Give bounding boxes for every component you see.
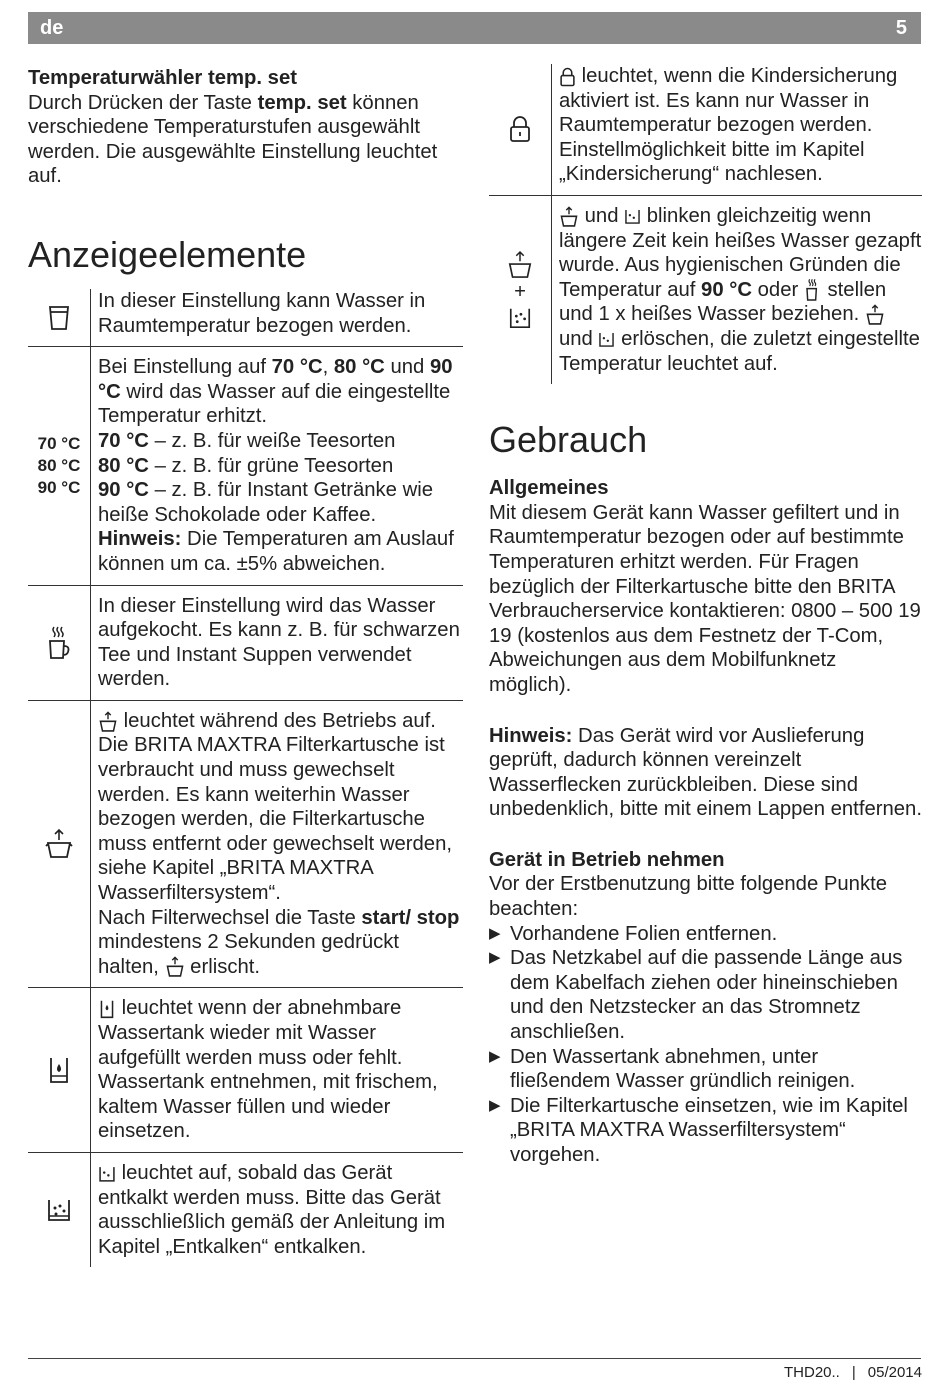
- filter-icon: [165, 956, 185, 978]
- table-row: [28, 289, 463, 347]
- row-tank: leuchtet wenn der abnehmbare Wassertank wieder mit Wasser aufgefüllt werden muss oder fehlt. Wassertank entnehmen, mit frischem, kaltem Wasser füllen und wieder einsetzen.: [91, 988, 464, 1153]
- filter-icon: [865, 304, 885, 326]
- row-room-temp: In dieser Einstellung kann Wasser in Raumtemperatur bezogen werden.: [91, 289, 464, 347]
- language-code: de: [40, 17, 64, 39]
- list-item: ▶ Die Filterkartusche einsetzen, wie im Kapitel „BRITA MAXTRA Wasserfiltersystem“ vorgehen.: [489, 1094, 922, 1168]
- header-bar: [28, 12, 921, 44]
- display-elements-table: [28, 289, 463, 1267]
- descale-icon: [98, 1165, 116, 1183]
- general-text: Mit diesem Gerät kann Wasser gefiltert und in Raumtemperatur bezogen oder auf bestimmte Temperaturen erhitzt werden. Für Fragen bezüglich der Filterkartusche bitte den BRITA Verbraucherservice kontaktieren: 0800 – 500 19 19 (kostenlos aus dem Festnetz der T-Com, Abweichungen aus dem Mobilfunknetz möglich).: [489, 501, 921, 696]
- left-column: [28, 66, 463, 1267]
- table-row: [28, 988, 463, 1153]
- table-row: [28, 585, 463, 700]
- display-elements-table-cont: [489, 64, 922, 384]
- tank-icon: [98, 999, 116, 1019]
- display-elements-heading: Anzeigeelemente: [28, 233, 307, 275]
- list-item: ▶ Vorhandene Folien entfernen.: [489, 922, 922, 947]
- descale-icon: [598, 331, 615, 348]
- descale-icon: [46, 1197, 72, 1223]
- glass-icon: [48, 304, 70, 332]
- descale-icon: [624, 208, 641, 225]
- footer-date: 05/2014: [867, 1364, 922, 1381]
- startup-heading: Gerät in Betrieb nehmen: [489, 848, 725, 871]
- general-heading: Allgemeines: [489, 477, 609, 500]
- row-lock: leuchtet, wenn die Kindersicherung aktiviert ist. Es kann nur Wasser in Raumtemperatur bezogen werden. Einstellmöglichkeit bitte im Kapitel „Kindersicherung“ nachlesen.: [552, 64, 923, 195]
- descale-icon: [508, 306, 532, 330]
- row-temperatures: Bei Einstellung auf 70 °C, 80 °C und 90 °C wird das Wasser auf die eingestellte Temperatur erhitzt. 70 °C – z. B. für weiße Teesorten 80 °C – z. B. für grüne Teesorten 90 °C – z. B. für Instant Getränke wie heiße Schokolade oder Kaffee. Hinweis: Die Temperaturen am Auslauf können um ca. ±5% abweichen.: [91, 347, 464, 585]
- right-column: [489, 64, 922, 1168]
- lock-icon: [508, 115, 532, 143]
- cup-steam-icon: [46, 625, 72, 661]
- temperature-labels: 70 °C 80 °C 90 °C: [37, 433, 81, 497]
- list-item: ▶ Das Netzkabel auf die passende Länge aus dem Kabelfach ziehen oder hineinschieben und den Netzstecker an das Stromnetz anschließen.: [489, 946, 922, 1044]
- note-text: Hinweis: Das Gerät wird vor Auslieferung geprüft, dadurch können vereinzelt Wasserflecken zurückbleiben. Diese sind unbedenklich, bitte mit einem Lappen entfernen.: [489, 724, 922, 821]
- row-boil: In dieser Einstellung wird das Wasser aufgekocht. Es kann z. B. für schwarzen Tee und Instant Suppen verwendet werden.: [91, 585, 464, 700]
- footer-model: THD20..: [784, 1364, 840, 1381]
- footer: [784, 1364, 922, 1381]
- temp-selector-text: Durch Drücken der Taste temp. set können verschiedene Temperaturstufen ausgewählt werden. Die ausgewählte Einstellung leuchtet auf.: [28, 91, 438, 188]
- cup-steam-icon: [804, 278, 822, 302]
- row-filter: leuchtet während des Betriebs auf. Die BRITA MAXTRA Filterkartusche ist verbraucht und muss gewechselt werden. Es kann weiterhin Wasser bezogen werden, die Filterkartusche muss entfernt oder gewechselt werden, siehe Kapitel „BRITA MAXTRA Wasserfiltersystem“. Nach Filterwechsel die Taste start/ stop mindestens 2 Sekunden gedrückt halten, erlischt.: [91, 700, 464, 988]
- footer-separator: |: [851, 1364, 856, 1381]
- table-row: [489, 64, 922, 195]
- lock-icon: [559, 67, 576, 87]
- tank-icon: [46, 1056, 72, 1084]
- row-blink: und blinken gleichzeitig wenn längere Zeit kein heißes Wasser gezapft wurde. Aus hygienischen Gründen die Temperatur auf 90 °C oder stellen und 1 x heißes Wasser beziehen. und erlöschen, die zuletzt eingestellte Temperatur leuchtet auf.: [559, 204, 922, 375]
- plus-sign: +: [514, 281, 526, 304]
- table-row: [28, 347, 463, 585]
- page-number: 5: [895, 17, 907, 39]
- use-heading: Gebrauch: [489, 419, 648, 461]
- filter-icon: [98, 711, 118, 733]
- filter-icon: [45, 828, 73, 860]
- startup-intro: Vor der Erstbenutzung bitte folgende Punkte beachten:: [489, 873, 888, 921]
- footer-divider: [28, 1358, 921, 1359]
- startup-steps: [489, 922, 922, 1168]
- blink-icon-group: [489, 250, 551, 329]
- filter-icon: [559, 206, 579, 228]
- temp-selector-heading: Temperaturwähler temp. set: [28, 67, 297, 89]
- row-descale: leuchtet auf, sobald das Gerät entkalkt werden muss. Bitte das Gerät ausschließlich gemäß der Anleitung im Kapitel „Entkalken“ entkalken.: [98, 1161, 446, 1258]
- table-row: [28, 1152, 463, 1267]
- list-item: ▶ Den Wassertank abnehmen, unter fließendem Wasser gründlich reinigen.: [489, 1045, 922, 1094]
- table-row: [28, 700, 463, 988]
- filter-icon: [507, 250, 533, 280]
- table-row: [489, 195, 922, 384]
